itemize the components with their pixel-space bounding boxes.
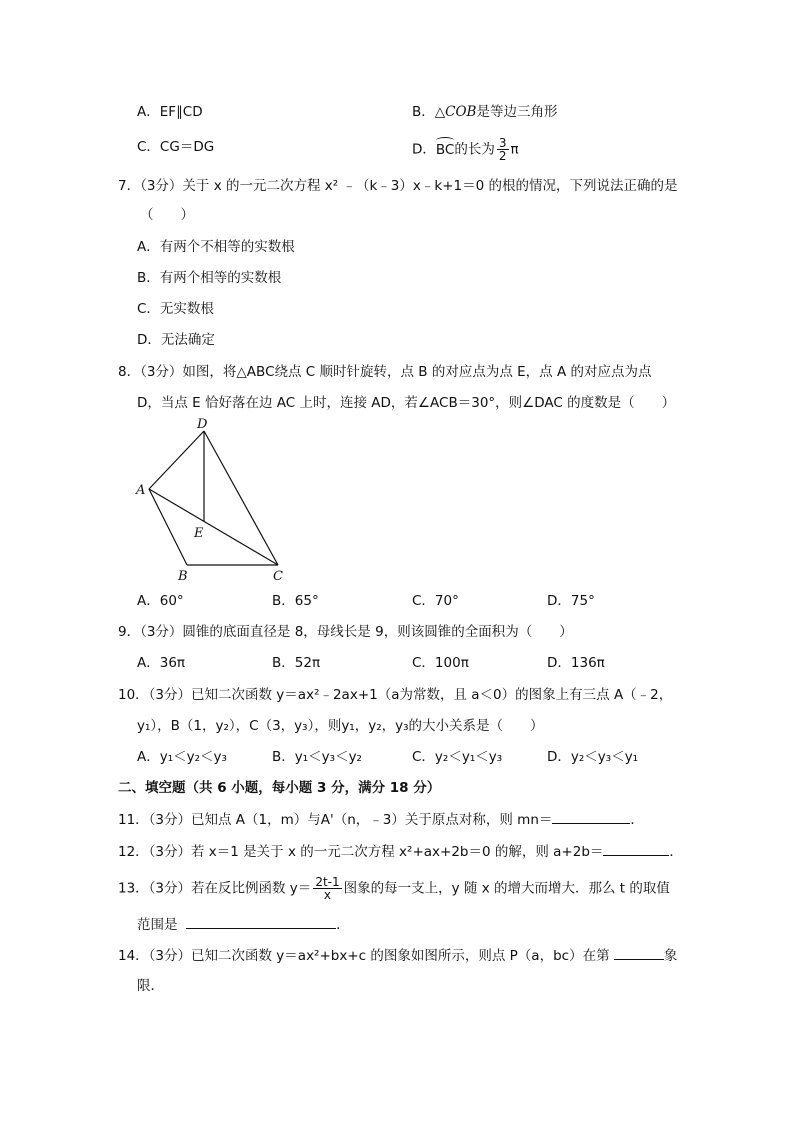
q8-segment-ad <box>149 431 204 489</box>
q11-text: 11．（3分）已知点 A（1，m）与A'（n，﹣3）关于原点对称，则 mn＝ <box>118 812 553 828</box>
q13-fraction <box>313 876 341 901</box>
q12-end: ． <box>669 844 683 860</box>
q9-option-c: C．100π <box>412 655 469 671</box>
q8-figure <box>130 412 300 587</box>
q7-stem-line1: 7．（3分）关于 x 的一元二次方程 x² ﹣（k﹣3）x﹣k+1＝0 的根的情况，下列说法正确的是 <box>118 178 678 194</box>
q9-option-d: D．136π <box>547 655 605 671</box>
q13-answer-blank[interactable] <box>186 914 336 929</box>
q10-option-c: C．y₂＜y₁＜y₃ <box>412 749 503 765</box>
q13-suffix: 图象的每一支上，y 随 x 的增大而增大．那么 t 的取值 <box>343 880 670 897</box>
q7-option-c: C．无实数根 <box>137 301 214 317</box>
q10-option-a: A．y₁＜y₂＜y₃ <box>137 749 227 765</box>
q6-option-d-prefix: D． <box>412 141 436 158</box>
q9-option-a: A．36π <box>137 655 186 671</box>
q6-option-d-suffix: π <box>510 141 519 158</box>
q7-option-d: D．无法确定 <box>137 332 215 348</box>
q13-line2-text: 范围是 <box>137 917 178 933</box>
q8-label-e: E <box>194 526 204 541</box>
q7-stem-line2: （ ） <box>140 207 194 223</box>
q6-option-b-triangle: COB <box>445 104 477 120</box>
q10-stem-line1: 10．（3分）已知二次函数 y＝ax²﹣2ax+1（a为常数，且 a＜0）的图象上有三点 A（﹣2， <box>118 687 673 703</box>
q8-stem-line1: 8．（3分）如图，将△ABC绕点 C 顺时针旋转，点 B 的对应点为点 E，点 A 的对应点为点 <box>118 364 652 380</box>
q8-segment-dc <box>204 431 278 565</box>
q10-stem-line2: y₁），B（1，y₂），C（3，y₃），则y₁，y₂，y₃的大小关系是（ ） <box>137 718 544 734</box>
q10-option-b: B．y₁＜y₃＜y₂ <box>272 749 362 765</box>
q6-option-a: A．EF∥CD <box>137 104 203 120</box>
q14-answer-blank[interactable] <box>614 945 664 960</box>
q13-prefix: 13．（3分）若在反比例函数 y＝ <box>118 880 312 897</box>
q6-option-d-fraction <box>497 137 509 162</box>
q9-stem: 9．（3分）圆锥的底面直径是 8，母线长是 9，则该圆锥的全面积为（ ） <box>118 624 573 640</box>
q12 <box>118 841 683 862</box>
q6-option-d-mid: 的长为 <box>454 141 495 158</box>
q6-option-b-suffix: 是等边三角形 <box>476 104 558 120</box>
q13-line1 <box>118 876 670 901</box>
q13-num: 2t-1 <box>315 875 340 889</box>
q11-answer-blank[interactable] <box>552 809 630 824</box>
q14-line1-end: 象 <box>663 948 678 964</box>
q10-option-d: D．y₂＜y₃＜y₁ <box>547 749 639 765</box>
q14-line2: 限． <box>137 978 164 994</box>
q13-den: x <box>323 888 332 902</box>
q8-option-a: A．60° <box>137 593 184 609</box>
q8-label-c: C <box>273 569 283 584</box>
q8-stem-line2: D，当点 E 恰好落在边 AC 上时，连接 AD，若∠ACB＝30°，则∠DAC 的度数是（ ） <box>137 395 676 411</box>
q6-option-c: C．CG＝DG <box>137 139 215 155</box>
q8-option-d: D．75° <box>547 593 595 609</box>
q6-option-b <box>412 102 557 122</box>
q14-text: 14．（3分）已知二次函数 y＝ax²+bx+c 的图象如图所示，则点 P（a，bc）在第 <box>118 948 610 964</box>
section-2-heading: 二、填空题（共 6 小题，每小题 3 分，满分 18 分） <box>118 780 441 796</box>
q6-option-d <box>412 137 519 162</box>
q12-text: 12．（3分）若 x＝1 是关于 x 的一元二次方程 x²+ax+2b＝0 的解，则 a+2b＝ <box>118 844 604 860</box>
q7-option-a: A．有两个不相等的实数根 <box>137 239 295 255</box>
q8-label-a: A <box>136 483 146 498</box>
q6-option-b-prefix: B．△ <box>412 104 446 120</box>
q13-end: ． <box>336 917 350 933</box>
q8-option-b: B．65° <box>272 593 319 609</box>
q14-line1 <box>118 945 677 966</box>
q6-option-d-arc: BC <box>435 141 455 158</box>
q6-option-d-num: 3 <box>498 136 507 150</box>
q13-line2 <box>137 914 350 935</box>
q11-end: ． <box>630 812 644 828</box>
q11 <box>118 809 644 830</box>
q9-option-b: B．52π <box>272 655 321 671</box>
q6-option-d-den: 2 <box>498 149 507 163</box>
q8-label-d: D <box>197 417 208 432</box>
q12-answer-blank[interactable] <box>603 841 669 856</box>
q8-label-b: B <box>178 569 188 584</box>
q8-option-c: C．70° <box>412 593 459 609</box>
q7-option-b: B．有两个相等的实数根 <box>137 270 282 286</box>
